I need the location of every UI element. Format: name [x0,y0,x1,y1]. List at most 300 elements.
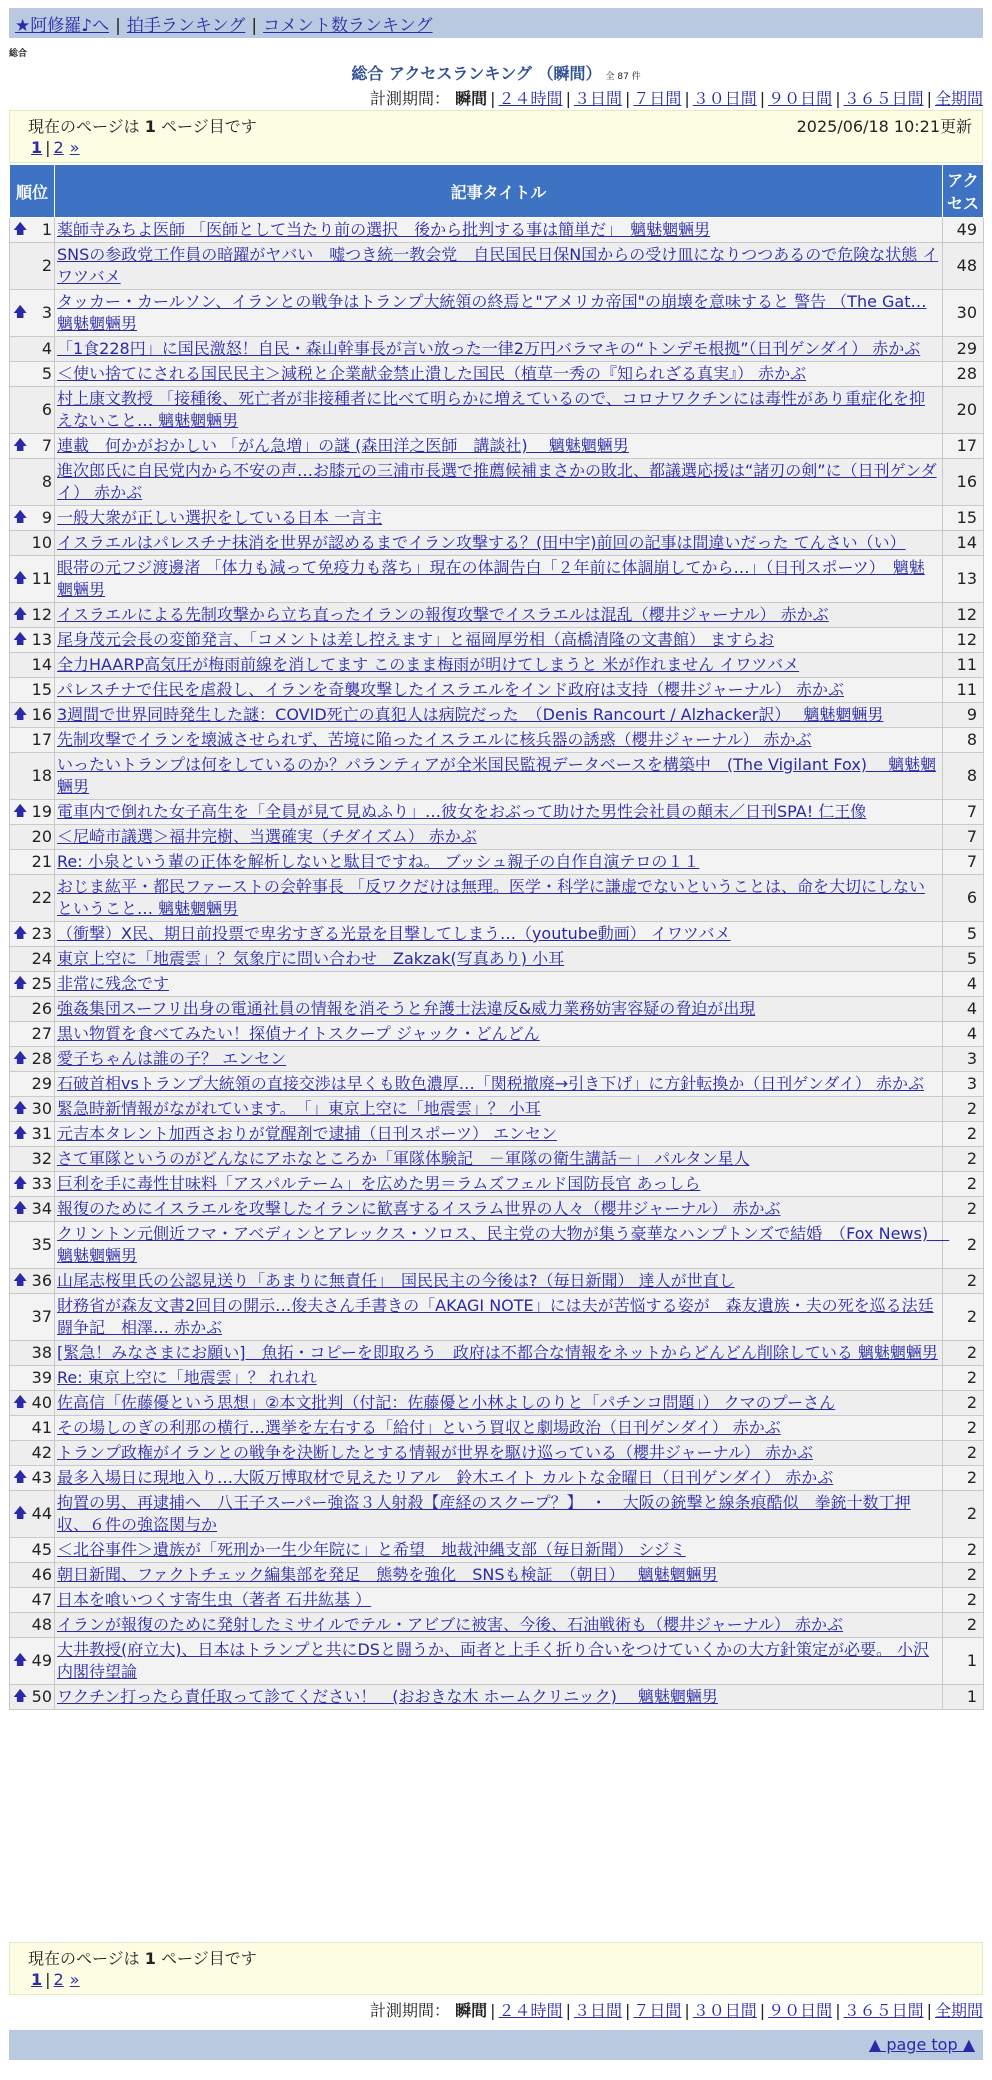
up-arrow-icon: 🡅 [13,631,28,648]
access-count: 8 [943,753,984,800]
title-cell [55,1072,943,1097]
rank-cell [10,1441,55,1466]
rank-cell [10,1147,55,1172]
comment-ranking-link[interactable]: コメント数ランキング [263,16,433,36]
table-row [10,678,984,703]
rank-number: 3 [41,303,52,322]
table-row [10,1391,984,1416]
article-link[interactable]: 一般大衆が正しい選択をしている日本 一言主 [57,508,383,527]
up-arrow-icon: 🡅 [13,1652,28,1669]
article-link[interactable]: 連載 何かがおかしい 「がん急増」の謎 (森田洋之医師 講談社) 魑魅魍魎男 [57,436,629,455]
updated-timestamp: 2025/06/18 10:21更新 [796,117,972,136]
article-link[interactable]: 強姦集団スーフリ出身の電通社員の情報を消そうと弁護士法違反&威力業務妨害容疑の脅迫が出現 [57,999,756,1018]
article-link[interactable]: ワクチン打ったら責任取って診てください！ (おおきな木 ホームクリニック) 魑魅魍魎男 [57,1687,718,1706]
rank-cell [10,290,55,337]
rank-cell [10,875,55,922]
table-row [10,1269,984,1294]
title-cell [55,243,943,290]
article-link[interactable]: 先制攻撃でイランを壊滅させられず、苦境に陥ったイスラエルに核兵器の誘惑（櫻井ジャーナル） 赤かぶ [57,730,812,749]
article-link[interactable]: 元吉本タレント加西さおりが覚醒剤で逮捕（日刊スポーツ） エンセン [57,1124,558,1143]
rank-cell [10,1097,55,1122]
table-row [10,947,984,972]
page-1-link[interactable]: 1 [31,138,43,157]
rank-number: 19 [31,802,52,821]
rank-number: 20 [31,827,52,846]
table-row [10,1097,984,1122]
title-cell [55,290,943,337]
table-row [10,1222,984,1269]
rank-number: 5 [41,364,52,383]
rank-number: 7 [41,436,52,455]
table-row [10,1685,984,1710]
rank-number: 48 [31,1615,52,1634]
rank-number: 32 [31,1149,52,1168]
up-arrow-icon: 🡅 [13,803,28,820]
rank-cell [10,506,55,531]
rank-number: 35 [31,1235,52,1254]
period-3d-link[interactable]: ３日間 [573,2001,622,2020]
period-365d-link[interactable]: ３６５日間 [843,2001,924,2020]
category-label: 総合 [9,49,28,59]
period-365d-link[interactable]: ３６５日間 [843,89,924,108]
article-link[interactable]: 朝日新聞、ファクトチェック編集部を発足 態勢を強化 SNSも検証 （朝日） 魑魅魍魎男 [57,1565,718,1584]
table-row [10,1366,984,1391]
rank-cell [10,337,55,362]
rank-cell [10,1222,55,1269]
article-link[interactable]: 佐高信「佐藤優という思想」②本文批判（付記：佐藤優と小林よしのりと「パチンコ問題」） クマのプーさん [57,1393,836,1412]
rank-cell [10,947,55,972]
ranking-table [9,164,984,1710]
access-count: 5 [943,922,984,947]
up-arrow-icon: 🡅 [13,1100,28,1117]
article-link[interactable]: タッカー・カールソン、イランとの戦争はトランプ大統領の終焉と"アメリカ帝国"の崩壊を意味すると 警告 （The Gat… 魑魅魍魎男 [57,292,927,333]
table-row [10,1538,984,1563]
rank-number: 21 [31,852,52,871]
rank-cell [10,1588,55,1613]
rank-number: 4 [41,339,52,358]
table-row [10,1022,984,1047]
col-title-header: 記事タイトル [55,165,943,218]
rank-number: 38 [31,1343,52,1362]
title-cell [55,628,943,653]
rank-cell [10,753,55,800]
article-link[interactable]: ＜尼崎市議選＞福井完樹、当選確実（チダイズム） 赤かぶ [57,827,477,846]
period-current: 瞬間 [455,89,488,108]
access-count: 12 [943,603,984,628]
title-cell [55,997,943,1022]
table-row [10,337,984,362]
period-7d-link[interactable]: ７日間 [633,89,682,108]
rank-cell [10,556,55,603]
up-arrow-icon: 🡅 [13,1200,28,1217]
access-count: 2 [943,1491,984,1538]
table-row [10,800,984,825]
rank-cell [10,922,55,947]
page-title-block [0,61,992,84]
table-row [10,459,984,506]
title-cell [55,1222,950,1269]
up-arrow-icon: 🡅 [13,606,28,623]
rank-number: 50 [31,1687,52,1706]
page-2-link[interactable]: 2 [53,138,64,157]
article-link[interactable]: 報復のためにイスラエルを攻撃したイランに歓喜するイスラム世界の人々（櫻井ジャーナル） 赤かぶ [57,1199,781,1218]
article-link[interactable]: SNSの参政党工作員の暗躍がヤバい 嘘つき統一教会党 自民国民日保N国からの受け皿になりつつあるので危険な状態 イワツバメ [57,245,939,286]
title-cell [55,459,943,506]
article-link[interactable]: 村上康文教授 「接種後、死亡者が非接種者に比べて明らかに増えているので、コロナワクチンには毒性があり重症化を抑えないこと… 魑魅魍魎男 [57,389,925,430]
title-cell [55,556,943,603]
table-row [10,290,984,337]
access-count: 2 [943,1441,984,1466]
period-current: 瞬間 [455,2001,488,2020]
title-cell [55,1097,943,1122]
access-count: 7 [943,800,984,825]
title-cell [55,1197,943,1222]
table-row [10,1466,984,1491]
access-count: 2 [943,1538,984,1563]
title-cell [55,1613,943,1638]
rank-cell [10,1466,55,1491]
access-count: 2 [943,1122,984,1147]
article-link[interactable]: 電車内で倒れた女子高生を「全員が見て見ぬふり」…彼女をおぶって助けた男性会社員の顛末／日刊SPA! 仁王像 [57,802,867,821]
title-cell [55,603,943,628]
up-arrow-icon: 🡅 [13,437,28,454]
next-page-link[interactable]: » [69,1970,80,1989]
table-row [10,387,984,434]
access-count: 11 [943,653,984,678]
access-count: 1 [943,1638,984,1685]
article-link[interactable]: クリントン元側近フマ・アベディンとアレックス・ソロス、民主党の大物が集う豪華なハンプトンズで結婚 （Fox News) 魑魅魍魎男 [57,1224,950,1265]
table-row [10,434,984,459]
table-row [10,850,984,875]
table-row [10,728,984,753]
article-link[interactable]: 3週間で世界同時発生した謎：COVID死亡の真犯人は病院だった （Denis Rancourt / Alzhacker訳） 魑魅魍魎男 [57,705,884,724]
article-link[interactable]: 緊急時新情報がながれています。 「」東京上空に「地震雲」？ 小耳 [57,1099,541,1118]
rank-cell [10,1022,55,1047]
table-header-row [10,165,984,218]
title-cell [55,1341,943,1366]
access-count: 15 [943,506,984,531]
title-cell [55,1147,943,1172]
article-link[interactable]: さて軍隊というのがどんなにアホなところか「軍隊体験記 －軍隊の衛生講話－」 パルタン星人 [57,1149,750,1168]
rank-cell [10,1638,55,1685]
rank-number: 40 [31,1393,52,1412]
table-row [10,1172,984,1197]
next-page-link[interactable]: » [69,138,80,157]
article-link[interactable]: その場しのぎの利那の横行…選挙を左右する「給付」という買収と劇場政治（日刊ゲンダイ） 赤かぶ [57,1418,781,1437]
up-arrow-icon: 🡅 [13,1175,28,1192]
nav-separator: | [251,16,258,36]
title-cell [55,1269,943,1294]
rank-cell [10,387,55,434]
page-2-link[interactable]: 2 [53,1970,64,1989]
table-row [10,628,984,653]
article-link[interactable]: ＜北谷事件＞遺族が「死刑か一生少年院に」と希望 地裁沖縄支部（毎日新聞） シジミ [57,1540,686,1559]
table-row [10,1563,984,1588]
period-30d-link[interactable]: ３０日間 [692,89,757,108]
access-count: 3 [943,1047,984,1072]
up-arrow-icon: 🡅 [13,975,28,992]
title-cell [55,825,943,850]
table-row [10,243,984,290]
page-info-bottom [9,1942,983,1995]
title-cell [55,218,943,243]
period-label: 計測期間： [370,2001,451,2020]
access-count: 1 [943,1685,984,1710]
rank-number: 26 [31,999,52,1018]
rank-cell [10,1366,55,1391]
table-row [10,653,984,678]
rank-number: 33 [31,1174,52,1193]
rank-cell [10,1047,55,1072]
rank-number: 9 [41,508,52,527]
access-count: 28 [943,362,984,387]
article-link[interactable]: トランプ政権がイランとの戦争を決断したとする情報が世界を駆け巡っている（櫻井ジャーナル） 赤かぶ [57,1443,813,1462]
title-cell [55,850,943,875]
rank-number: 44 [31,1504,52,1523]
article-link[interactable]: パレスチナで住民を虐殺し、イランを奇襲攻撃したイスラエルをインド政府は支持（櫻井ジャーナル） 赤かぶ [57,680,845,699]
up-arrow-icon: 🡅 [13,1125,28,1142]
table-row [10,1416,984,1441]
access-count: 48 [943,243,984,290]
rank-cell [10,1341,55,1366]
rank-number: 30 [31,1099,52,1118]
access-count: 4 [943,972,984,997]
title-cell [55,1563,943,1588]
rank-cell [10,628,55,653]
article-link[interactable]: 巨利を手に毒性甘味料「アスパルテーム」を広めた男＝ラムズフェルド国防長官 あっしら [57,1174,701,1193]
rank-number: 28 [31,1049,52,1068]
table-row [10,753,984,800]
access-count: 7 [943,850,984,875]
rank-number: 18 [31,766,52,785]
access-count: 20 [943,387,984,434]
article-link[interactable]: [緊急！みなさまにお願い] 魚拓・コピーを即取ろう 政府は不都合な情報をネットからどんどん削除している 魑魅魍魎男 [57,1343,938,1362]
rank-cell [10,1685,55,1710]
article-link[interactable]: 「1食228円」に国民激怒！自民・森山幹事長が言い放った一律2万円バラマキの“トンデモ根拠”（日刊ゲンダイ） 赤かぶ [57,339,921,358]
rank-cell [10,972,55,997]
title-cell [55,1122,943,1147]
access-count: 2 [943,1294,984,1341]
ranking-body [10,218,984,1710]
access-count: 2 [943,1391,984,1416]
title-cell [55,972,943,997]
access-count: 2 [943,1588,984,1613]
article-link[interactable]: 薬師寺みちよ医師 「医師として当たり前の選択 後から批判する事は簡単だ」 魑魅魍魎男 [57,220,711,239]
article-link[interactable]: 最多入場日に現地入り…大阪万博取材で見えたリアル 鈴木エイト カルトな金曜日（日刊ゲンダイ） 赤かぶ [57,1468,834,1487]
rank-number: 43 [31,1468,52,1487]
rank-cell [10,459,55,506]
period-selector-top: 計測期間： 瞬間 | ２４時間 | ３日間 | ７日間 | ３０日間 | ９０日間 | ３６５日間 | 全期間 [370,89,983,108]
access-count: 2 [943,1269,984,1294]
rank-cell [10,850,55,875]
rank-number: 6 [41,400,52,419]
article-link[interactable]: 眼帯の元フジ渡邊渚 「体力も減って免疫力も落ち」現在の体調告白「２年前に体調崩してから…」（日刊スポーツ） 魑魅魍魎男 [57,558,925,599]
access-count: 3 [943,1072,984,1097]
access-count: 12 [943,628,984,653]
col-access-header: アクセス [943,165,984,218]
rank-cell [10,1613,55,1638]
title-cell [55,703,943,728]
title-cell [55,434,943,459]
article-link[interactable]: イスラエルによる先制攻撃から立ち直ったイランの報復攻撃でイスラエルは混乱（櫻井ジャーナル） 赤かぶ [57,605,829,624]
article-link[interactable]: おじま紘平・都民ファーストの会幹事長 「反ワクだけは無理。医学・科学に謙虚でないということは、命を大切にしないということ… 魑魅魍魎男 [57,877,925,918]
access-count: 2 [943,1466,984,1491]
article-link[interactable]: 拘置の男、再逮捕へ 八王子スーパー強盗３人射殺【産経のスクープ？】 ・ 大阪の銃撃と線条痕酷似 拳銃十数丁押収、６件の強盗関与か [57,1493,911,1534]
rank-cell [10,1416,55,1441]
article-link[interactable]: 全力HAARP高気圧が梅雨前線を消してます このまま梅雨が明けてしまうと 米が作れません イワツバメ [57,655,800,674]
table-row [10,825,984,850]
rank-number: 27 [31,1024,52,1043]
page-top-link[interactable]: ▲ page top ▲ [868,2035,975,2054]
article-link[interactable]: イランが報復のために発射したミサイルでテル・アビブに被害、今後、石油戦術も（櫻井ジャーナル） 赤かぶ [57,1615,844,1634]
title-cell [55,1538,943,1563]
table-row [10,1294,984,1341]
up-arrow-icon: 🡅 [13,221,28,238]
rank-number: 16 [31,705,52,724]
rank-cell [10,1491,55,1538]
table-row [10,1147,984,1172]
rank-cell [10,800,55,825]
up-arrow-icon: 🡅 [13,304,28,321]
title-cell [55,875,943,922]
access-count: 9 [943,703,984,728]
title-cell [55,1466,943,1491]
article-link[interactable]: 非常に残念です [57,974,170,993]
home-link[interactable]: ★阿修羅♪へ [15,16,110,36]
access-count: 4 [943,1022,984,1047]
rank-cell [10,531,55,556]
title-cell [55,1047,943,1072]
title-cell [55,1588,943,1613]
article-link[interactable]: 進次郎氏に自民党内から不安の声…お膝元の三浦市長選で推薦候補まさかの敗北、都議選応援は“諸刃の剣”に（日刊ゲンダイ） 赤かぶ [57,461,937,502]
article-link[interactable]: 財務省が森友文書2回目の開示…俊夫さん手書きの「AKAGI NOTE」には夫が苦悩する姿が 森友遺族・夫の死を巡る法廷闘争記 相澤… 赤かぶ [57,1296,934,1337]
rank-cell [10,1294,55,1341]
rank-number: 11 [31,569,52,588]
title-cell [55,728,943,753]
up-arrow-icon: 🡅 [13,1505,28,1522]
up-arrow-icon: 🡅 [13,1272,28,1289]
rank-number: 2 [41,256,52,275]
period-24h-link[interactable]: ２４時間 [498,2001,563,2020]
article-link[interactable]: 東京上空に「地震雲」？気象庁に問い合わせ Zakzak(写真あり) 小耳 [57,949,565,968]
access-count: 5 [943,947,984,972]
rank-number: 13 [31,630,52,649]
article-link[interactable]: 尾身茂元会長の変節発言、「コメントは差し控えます」と福岡厚労相（高橋清隆の文書館） ますらお [57,630,775,649]
access-count: 14 [943,531,984,556]
total-count: 全 87 件 [605,72,641,82]
period-all-link[interactable]: 全期間 [934,2001,983,2020]
article-link[interactable]: Re: 小泉という輩の正体を解析しないと駄目ですね。 ブッシュ親子の自作自演テロの１１ [57,852,700,871]
table-row [10,875,984,922]
period-all-link[interactable]: 全期間 [934,89,983,108]
rank-number: 46 [31,1565,52,1584]
rank-cell [10,1269,55,1294]
rank-number: 17 [31,730,52,749]
period-7d-link[interactable]: ７日間 [633,2001,682,2020]
article-link[interactable]: 山尾志桜里氏の公認見送り「あまりに無責任」 国民民主の今後は?（毎日新聞） 達人が世直し [57,1271,735,1290]
period-90d-link[interactable]: ９０日間 [768,89,833,108]
rank-number: 12 [31,605,52,624]
rank-cell [10,653,55,678]
title-cell [55,337,943,362]
access-count: 7 [943,825,984,850]
nav-separator: | [115,16,121,36]
up-arrow-icon: 🡅 [13,1050,28,1067]
title-cell [55,506,943,531]
period-30d-link[interactable]: ３０日間 [692,2001,757,2020]
access-count: 2 [943,1147,984,1172]
table-row [10,556,984,603]
rank-cell [10,703,55,728]
access-count: 29 [943,337,984,362]
title-cell [55,1416,943,1441]
rank-number: 45 [31,1540,52,1559]
article-link[interactable]: 日本を喰いつくす寄生虫（著者 石井紘基 ） [57,1590,372,1609]
rank-number: 41 [31,1418,52,1437]
article-link[interactable]: Re: 東京上空に「地震雲」？ れれれ [57,1368,317,1387]
title-cell [55,1172,943,1197]
article-link[interactable]: （衝撃）X民、期日前投票で卑劣すぎる光景を目撃してしまう…（youtube動画） イワツバメ [57,924,731,943]
title-cell [55,1294,943,1341]
access-count: 8 [943,728,984,753]
article-link[interactable]: 愛子ちゃんは誰の子？ エンセン [57,1049,287,1068]
title-cell [55,653,943,678]
rank-number: 42 [31,1443,52,1462]
up-arrow-icon: 🡅 [13,1688,28,1705]
table-row [10,1072,984,1097]
access-count: 2 [943,1613,984,1638]
up-arrow-icon: 🡅 [13,509,28,526]
rank-cell [10,603,55,628]
rank-cell [10,1391,55,1416]
title-cell [55,753,943,800]
table-row [10,922,984,947]
rank-cell [10,728,55,753]
rank-cell [10,997,55,1022]
article-link[interactable]: ＜使い捨てにされる国民民主＞減税と企業献金禁止潰した国民（植草一秀の『知られざる真実』） 赤かぶ [57,364,807,383]
top-nav-bar [9,8,983,38]
applause-ranking-link[interactable]: 拍手ランキング [126,16,246,36]
article-link[interactable]: 石破首相vsトランプ大統領の直接交渉は早くも敗色濃厚…「関税撤廃→引き下げ」に方針転換か（日刊ゲンダイ） 赤かぶ [57,1074,925,1093]
rank-number: 8 [41,472,52,491]
article-link[interactable]: イスラエルはパレスチナ抹消を世界が認めるまでイラン攻撃する？(田中宇)前回の記事は間違いだった てんさい（い） [57,533,906,552]
access-count: 17 [943,434,984,459]
period-24h-link[interactable]: ２４時間 [498,89,563,108]
current-page-text: 現在のページは 1 ページ目です [28,117,257,136]
pagination-bottom: 1 | 2 » [31,1970,80,1989]
title-cell [55,531,943,556]
table-row [10,1588,984,1613]
rank-number: 24 [31,949,52,968]
title-cell [55,947,943,972]
period-90d-link[interactable]: ９０日間 [768,2001,833,2020]
period-3d-link[interactable]: ３日間 [573,89,622,108]
rank-number: 49 [31,1651,52,1670]
table-row [10,531,984,556]
article-link[interactable]: 大井教授(府立大)、日本はトランプと共にDSと闘うか、両者と上手く折り合いをつけていくかの大方針策定が必要。 小沢内閣待望論 [57,1640,930,1681]
up-arrow-icon: 🡅 [13,1469,28,1486]
article-link[interactable]: 黒い物質を食べてみたい！探偵ナイトスクープ ジャック・どんどん [57,1024,540,1043]
access-count: 4 [943,997,984,1022]
article-link[interactable]: いったいトランプは何をしているのか？パランティアが全米国民監視データベースを構築中 (The Vigilant Fox) 魑魅魍魎男 [57,755,937,796]
page-1-link[interactable]: 1 [31,1970,43,1989]
rank-number: 29 [31,1074,52,1093]
access-count: 2 [943,1172,984,1197]
access-count: 6 [943,875,984,922]
access-count: 16 [943,459,984,506]
table-row [10,1613,984,1638]
rank-number: 14 [31,655,52,674]
